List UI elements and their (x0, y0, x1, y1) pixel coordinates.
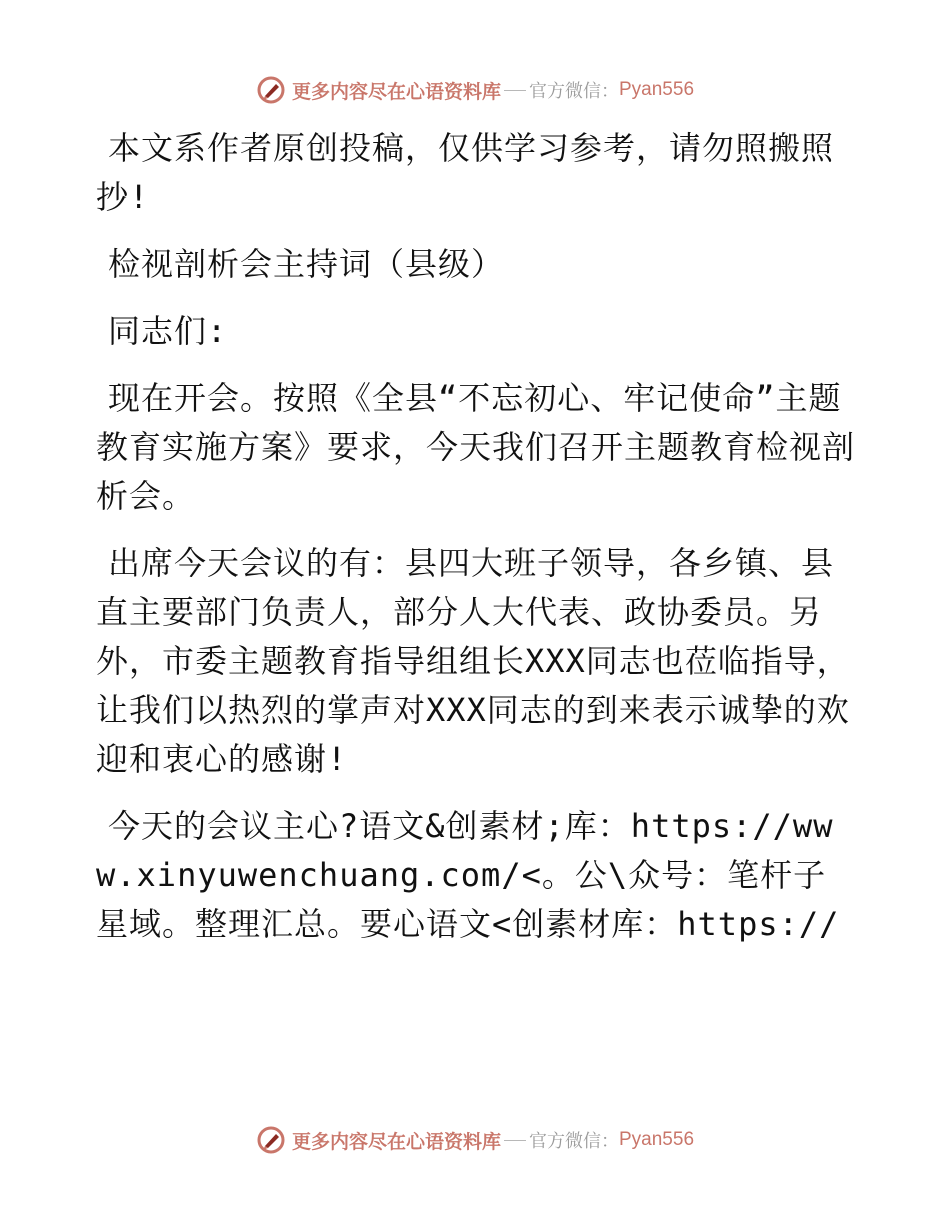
banner-brand-text: 更多内容尽在心语资料库 (291, 1130, 501, 1153)
pen-logo-icon (256, 75, 286, 105)
banner-separator (504, 90, 526, 91)
banner-separator (504, 1140, 526, 1141)
header-banner (0, 70, 950, 110)
banner-wechat-id: Pyan556 (619, 1129, 695, 1150)
banner-wechat-id: Pyan556 (619, 79, 695, 100)
pen-logo-icon (256, 1125, 286, 1155)
banner-wechat-label: 官方微信： (529, 1131, 619, 1152)
copyright-notice: 本文系作者原创投稿，仅供学习参考，请勿照搬照抄! (96, 129, 835, 216)
footer-banner (0, 1120, 950, 1160)
banner-brand-text: 更多内容尽在心语资料库 (291, 80, 501, 103)
banner-wechat-label: 官方微信： (529, 81, 619, 102)
paragraph-attendees: 出席今天会议的有：县四大班子领导，各乡镇、县直主要部门负责人，部分人大代表、政协委员。另外，市委主题教育指导组组长XXX同志也莅临指导，让我们以热烈的掌声对XXX同志的到来表示诚挚的欢迎和衷心的感谢! (96, 544, 850, 778)
greeting: 同志们: (108, 312, 228, 350)
document-title: 检视剖析会主持词（县级） (108, 245, 505, 283)
paragraph-meeting: 今天的会议主心?语文&创素材;库：https://www.xinyuwenchuang.com/<。公\众号：笔杆子星域。整理汇总。要心语文<创素材库：https:// (96, 807, 840, 943)
document-body (96, 124, 856, 967)
paragraph-opening: 现在开会。按照《全县“不忘初心、牢记使命”主题教育实施方案》要求，今天我们召开主题教育检视剖析会。 (96, 379, 856, 515)
